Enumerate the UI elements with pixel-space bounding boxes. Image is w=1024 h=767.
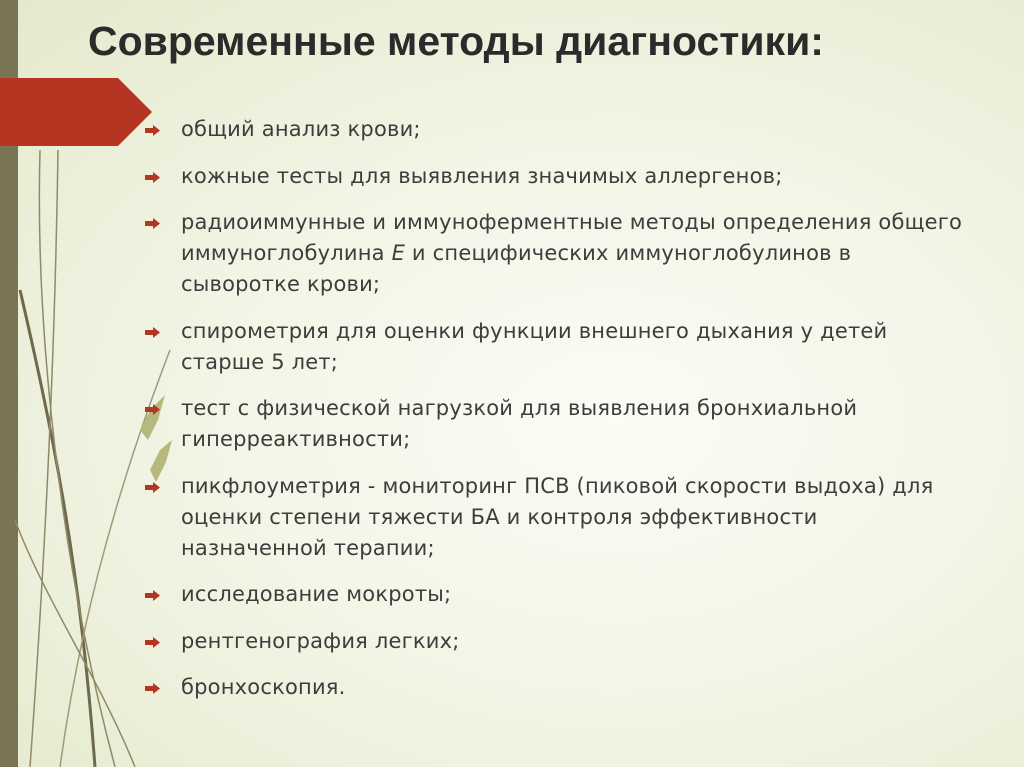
list-item [145,626,965,657]
list-item [145,471,965,564]
right-arrow-bullet-icon [145,114,181,141]
list-item-text: пикфлоуметрия - мониторинг ПСВ (пиковой скорости выдоха) для оценки степени тяжести БА и контроля эффективности назначенной терапии; [181,473,934,560]
list-item-text-start: радиоиммунные и иммуноферментные методы определения общего иммуноглобулина [181,210,963,265]
list-item-text: тест с физической нагрузкой для выявления бронхиальной гиперреактивности; [181,396,858,451]
right-arrow-bullet-icon [145,316,181,343]
right-arrow-bullet-icon [145,672,181,699]
list-item-text-end: и специфических иммуноглобулинов в сыворотке крови; [181,241,852,296]
list-item [145,579,965,610]
slide-title: Современные методы диагностики: [88,18,824,64]
list-item-text: общий анализ крови; [181,117,421,141]
list-item-text: спирометрия для оценки функции внешнего дыхания у детей старше 5 лет; [181,318,888,374]
list-item-text: рентгенография легких; [181,628,460,653]
list-item [145,161,965,192]
bullet-list [145,114,965,719]
right-arrow-bullet-icon [145,161,181,188]
list-item [145,316,965,378]
list-item-text: бронхоскопия. [181,675,346,699]
list-item-text-italic: E [391,241,406,265]
right-arrow-bullet-icon [145,471,181,498]
right-arrow-bullet-icon [145,207,181,234]
right-arrow-bullet-icon [145,579,181,606]
list-item [145,393,965,455]
list-item-text: исследование мокроты; [181,582,452,606]
list-item-text [181,207,965,300]
right-arrow-bullet-icon [145,393,181,420]
list-item-text: кожные тесты для выявления значимых аллергенов; [181,163,783,188]
list-item [145,207,965,300]
list-item [145,672,965,703]
list-item [145,114,965,145]
right-arrow-bullet-icon [145,626,181,653]
